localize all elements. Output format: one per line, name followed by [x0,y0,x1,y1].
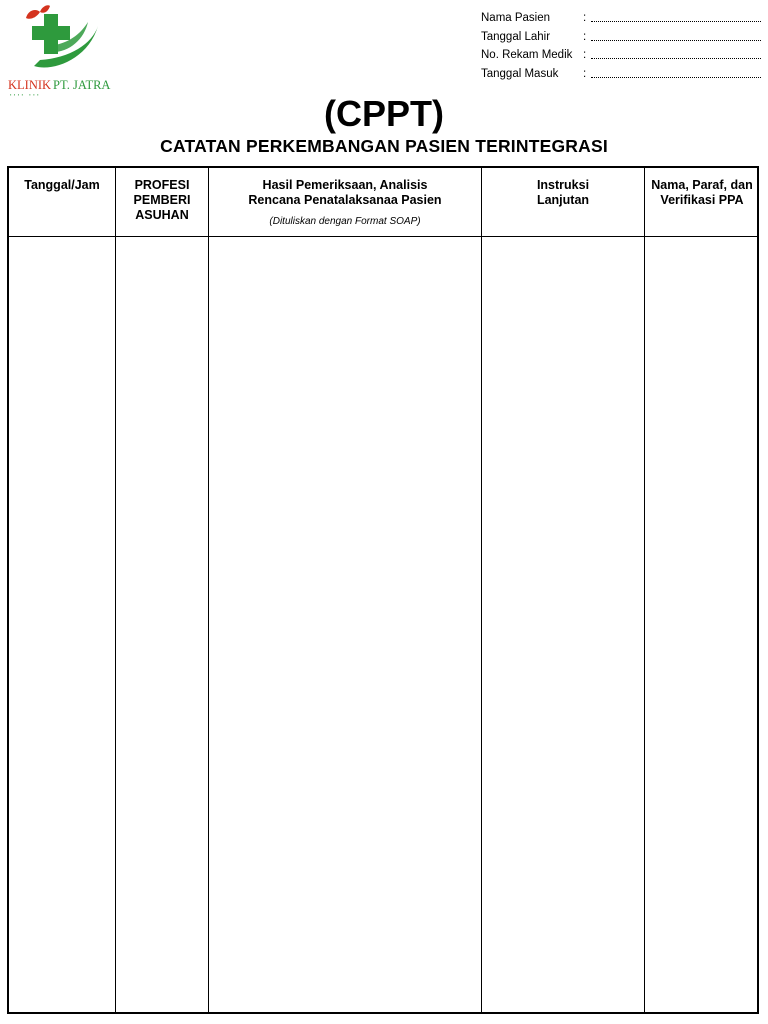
cppt-table [7,166,759,1014]
clinic-name-red: KLINIK [8,78,52,92]
birth-date-row [481,28,761,47]
patient-name-field[interactable] [591,21,761,22]
header-line: PEMBERI [133,193,191,207]
medical-record-row [481,46,761,65]
birth-date-label: Tanggal Lahir [481,30,551,43]
header-hasil-pemeriksaan [209,178,481,208]
patient-name-label: Nama Pasien [481,12,551,24]
profesi-entry-cell[interactable] [116,238,208,1012]
patient-name-row [481,9,761,28]
header-line: ASUHAN [135,208,189,222]
clinic-name [8,78,110,92]
header-instruksi [482,178,644,208]
admission-date-field[interactable] [591,77,761,78]
header-nama-paraf [645,178,759,208]
tanggal-jam-entry-cell[interactable] [9,238,115,1012]
nama-paraf-entry-cell[interactable] [645,238,759,1012]
admission-date-row [481,65,761,84]
header-divider [9,236,757,237]
medical-record-field[interactable] [591,58,761,59]
medical-record-label: No. Rekam Medik [481,49,573,62]
logo-tagline-decoration: ▪▪▪▪ ▪▪▪ [10,92,42,97]
clinic-logo [6,4,124,96]
header-line: Nama, Paraf, dan [651,178,753,192]
instruksi-entry-cell[interactable] [482,238,644,1012]
header-line: Lanjutan [536,193,590,207]
header-line: Tanggal/Jam [24,178,100,192]
header-profesi [116,178,208,223]
colon: : [583,30,587,43]
header-tanggal-jam [9,178,115,193]
header-line: Verifikasi PPA [660,193,744,207]
admission-date-label: Tanggal Masuk [481,67,559,80]
header-line: Instruksi [536,178,590,192]
birth-date-field[interactable] [591,40,761,41]
soap-format-note: (Dituliskan dengan Format SOAP) [269,216,421,227]
hasil-pemeriksaan-entry-cell[interactable] [209,238,481,1012]
medical-cross-leaf-icon [18,4,110,78]
header-line: Hasil Pemeriksaan, Analisis [262,178,428,192]
clinic-name-green: PT. JATRA [53,78,111,92]
header-line: PROFESI [134,178,190,192]
patient-info-block [481,9,761,83]
colon: : [583,12,587,24]
header-line: Rencana Penatalaksanaa Pasien [248,193,442,207]
page-subtitle: CATATAN PERKEMBANGAN PASIEN TERINTEGRASI [160,136,608,156]
colon: : [583,49,587,62]
page-title: (CPPT) [324,93,444,134]
colon: : [583,67,587,80]
